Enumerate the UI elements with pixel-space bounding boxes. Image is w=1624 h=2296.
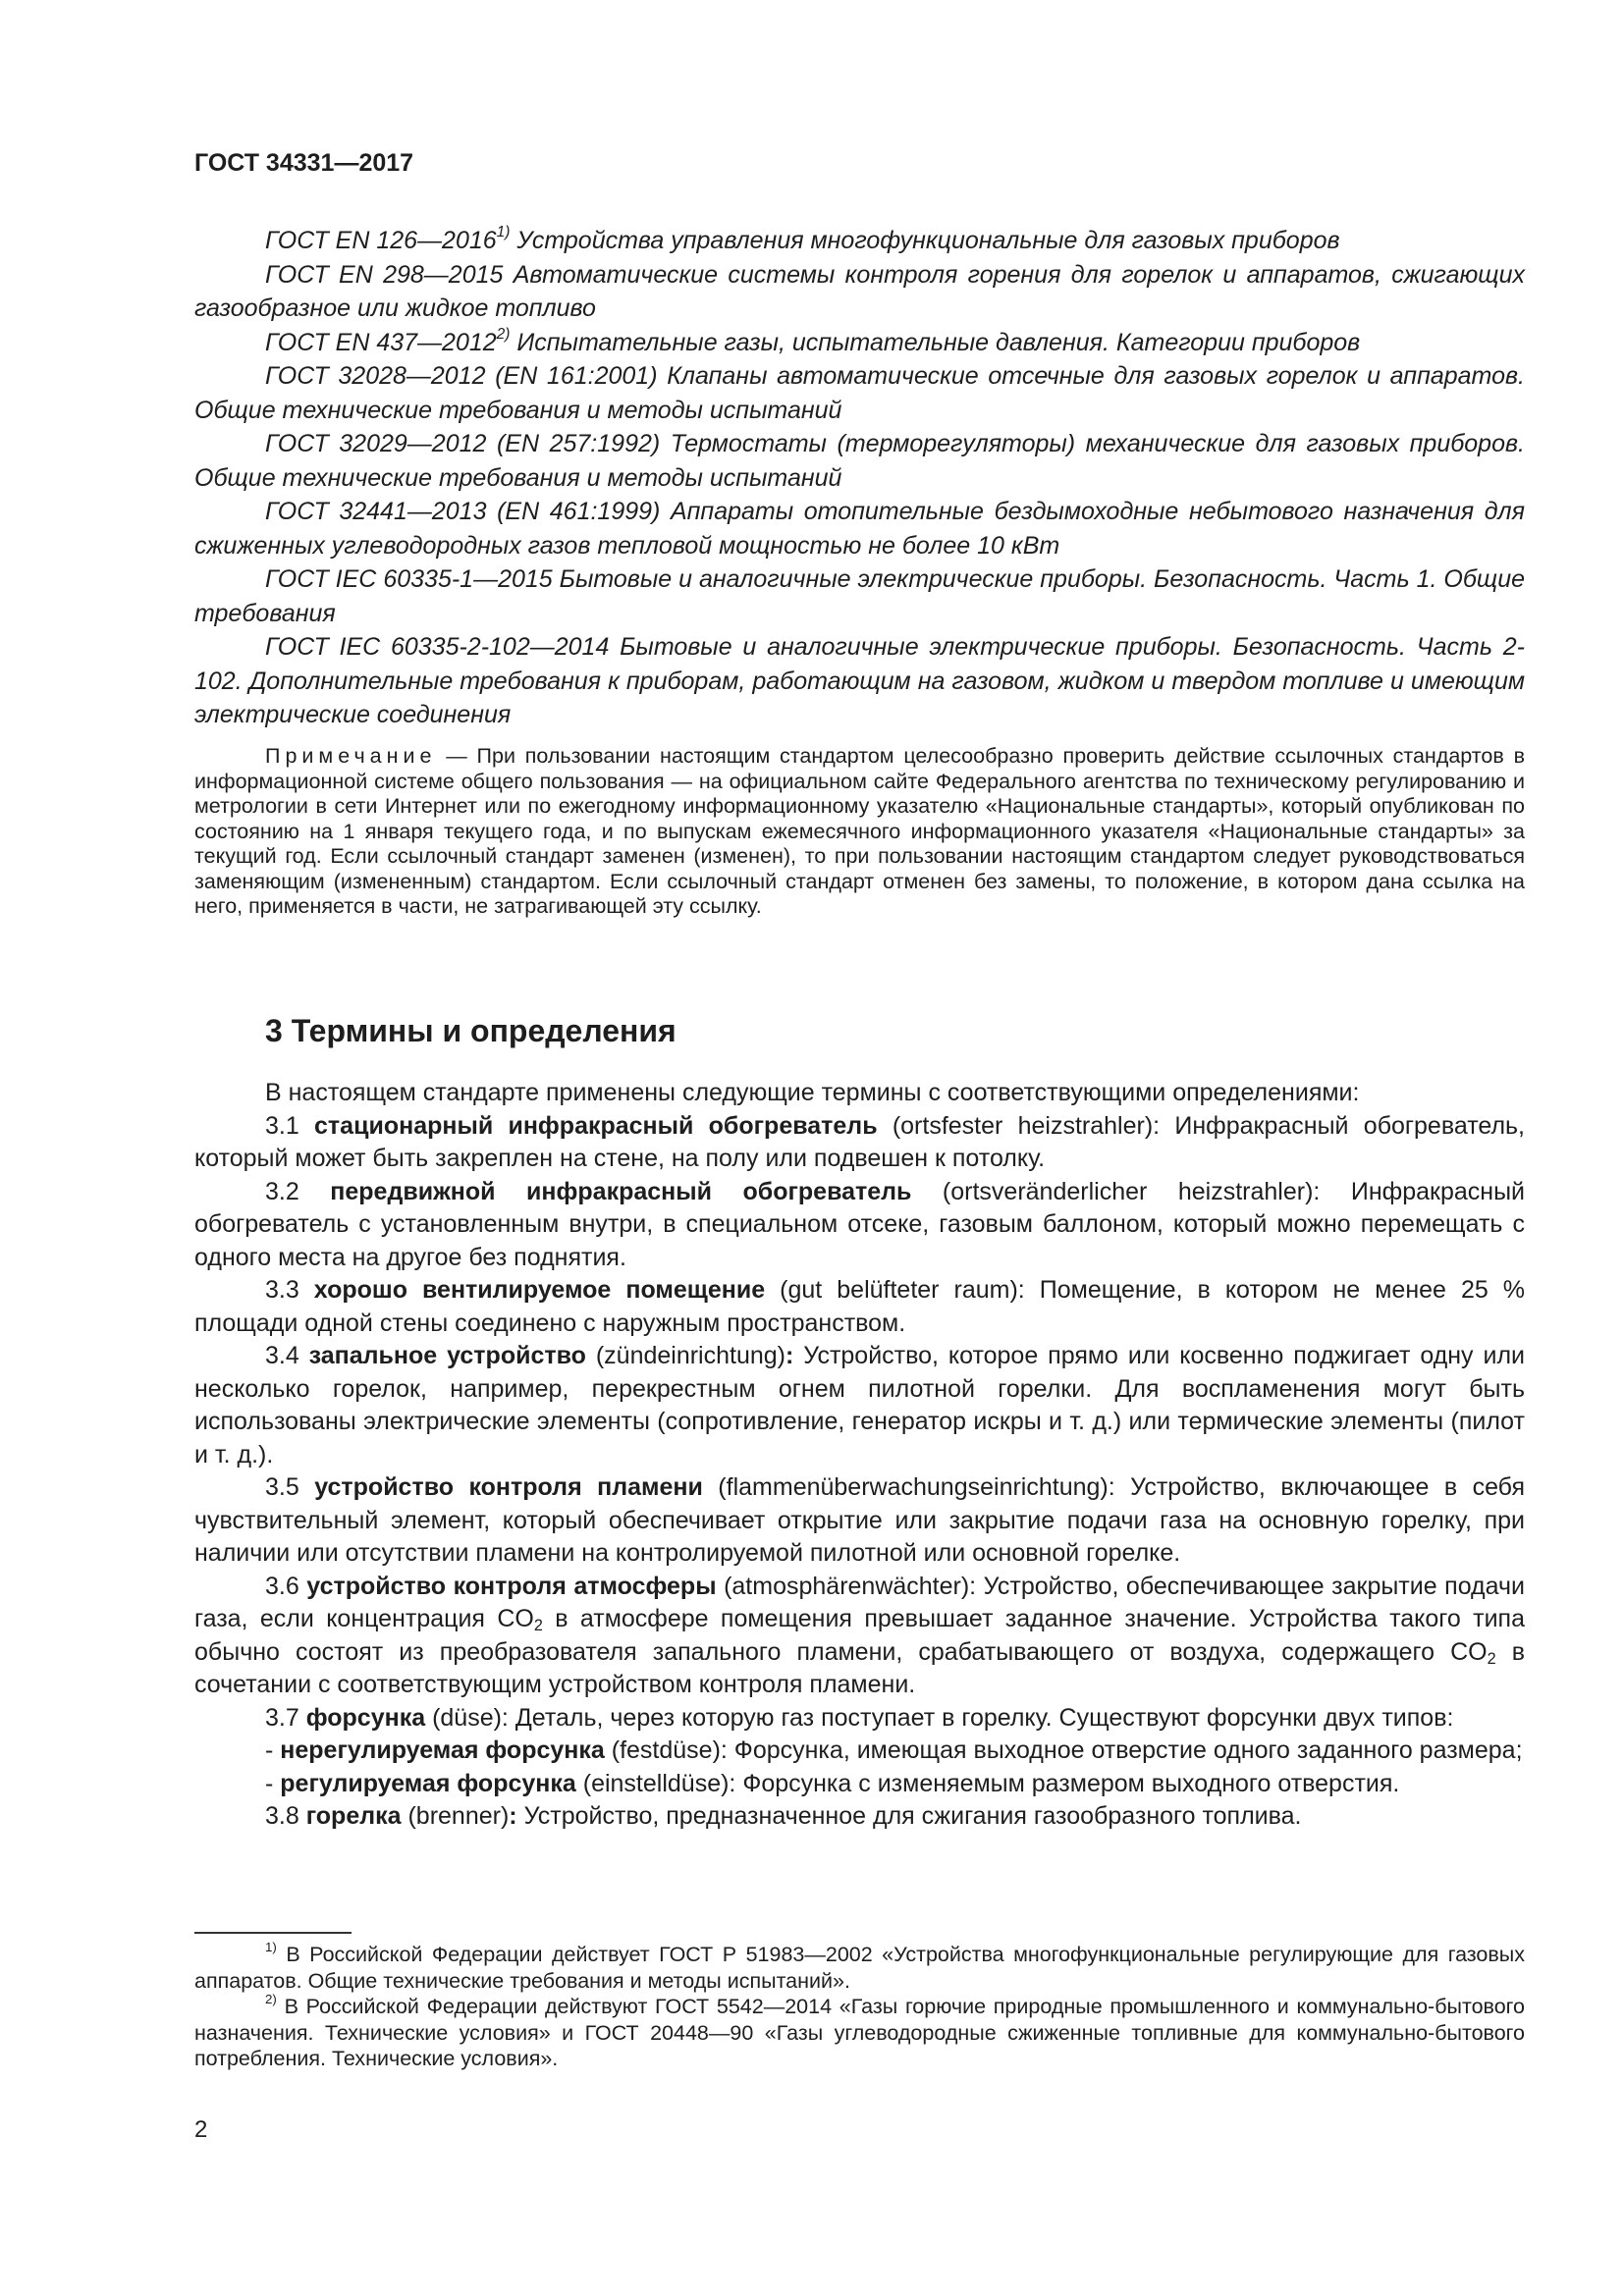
footnote-marker[interactable]: 1) [496, 224, 511, 241]
reference-item: ГОСТ IEC 60335-1—2015 Бытовые и аналогичные электрические приборы. Безопасность. Часть 1. Общие требования [194, 565, 1525, 627]
section-intro: В настоящем стандарте применены следующие термины с соответствующими определениями: [265, 1079, 1360, 1106]
reference-item: ГОСТ EN 126—2016$^{1)}$ Устройства управления многофункциональные для газовых приборов [265, 224, 1340, 254]
term-name: устройство контроля пламени [314, 1473, 703, 1501]
term-subitem: - нерегулируемая форсунка (festdüse): Форсунка, имеющая выходное отверстие одного заданного размера; [265, 1736, 1523, 1764]
term-name: запальное устройство [308, 1342, 586, 1369]
term-name: нерегулируемая форсунка [280, 1736, 605, 1764]
reference-item: ГОСТ 32441—2013 (EN 461:1999) Аппараты отопительные бездымоходные небытового назначения для сжиженных углеводородных газов тепловой мощностью не более 10 кВт [194, 498, 1525, 560]
reference-item: ГОСТ IEC 60335-2-102—2014 Бытовые и аналогичные электрические приборы. Безопасность. Часть 2-102. Дополнительные требования к приборам, работающим на газовом, жидком и твердом топливе и имеющим электрические соединения [194, 633, 1525, 728]
footnote-divider [194, 1932, 352, 1934]
footnote: $^{2)}$ В Российской Федерации действуют ГОСТ 5542—2014 «Газы горючие природные промышленного и коммунально-бытового назначения. Технические условия» и ГОСТ 20448—90 «Газы углеводородные сжиженные топливные для коммунально-бытового потребления. Технические условия». [194, 1991, 1525, 2070]
term-name: хорошо вентилируемое помещение [313, 1276, 766, 1304]
term-name: стационарный инфракрасный обогреватель [314, 1111, 878, 1140]
footnote-marker[interactable]: 2) [496, 325, 511, 343]
reference-item: ГОСТ 32028—2012 (EN 161:2001) Клапаны автоматические отсечные для газовых горелок и аппаратов. Общие технические требования и методы испытаний [194, 362, 1525, 424]
document-header: ГОСТ 34331—2017 [194, 149, 414, 177]
term-definition: 3.5 устройство контроля пламени (flammenüberwachungseinrichtung): Устройство, включающее в себя чувствительный элемент, который обеспечивает открытие или закрытие подачи газа на основную горелку, при наличии или отсутствии пламени на контролируемой пилотной или основной горелке. [194, 1473, 1525, 1567]
footnotes [194, 1939, 1525, 2072]
note-label: Примечание [265, 744, 437, 768]
reference-item: ГОСТ EN 437—2012$^{2)}$ Испытательные газы, испытательные давления. Категории приборов [265, 325, 1361, 356]
term-subitem: - регулируемая форсунка (einstelldüse): Форсунка с изменяемым размером выходного отверстия. [265, 1769, 1400, 1797]
term-name: регулируемая форсунка [280, 1769, 576, 1797]
term-name: форсунка [305, 1703, 426, 1732]
term-name: горелка [305, 1802, 402, 1830]
term-definition: 3.2 передвижной инфракрасный обогреватель (ortsveränderlicher heizstrahler): Инфракрасный обогреватель с установленным внутри, в специальном отсеке, газовым баллоном, который можно перемещать с одного места на другое без поднятия. [194, 1177, 1525, 1271]
term-definition: 3.8 горелка (brenner): Устройство, предназначенное для сжигания газообразного топлива. [265, 1802, 1302, 1830]
terms-section [194, 1077, 1525, 1834]
term-definition: 3.1 стационарный инфракрасный обогреватель (ortsfester heizstrahler): Инфракрасный обогреватель, который может быть закреплен на стене, на полу или подвешен к потолку. [194, 1111, 1525, 1172]
normative-references [194, 224, 1525, 732]
footnote: $^{1)}$ В Российской Федерации действует ГОСТ Р 51983—2002 «Устройства многофункциональные регулирующие для газовых аппаратов. Общие технические требования и методы испытаний». [194, 1939, 1525, 1993]
note-text: — При пользовании настоящим стандартом целесообразно проверить действие ссылочных стандартов в информационной системе общего пользования — на официальном сайте Федерального агентства по техническому регулированию и метрологии в сети Интернет или по ежегодному информационному указателю «Национальные стандарты», который опубликован по состоянию на 1 января текущего года, и по выпускам ежемесячного информационного указателя «Национальные стандарты» за текущий год. Если ссылочный стандарт заменен (изменен), то при пользовании настоящим стандартом следует руководствоваться заменяющим (измененным) стандартом. Если ссылочный стандарт отменен без замены, то положение, в котором дана ссылка на него, применяется в части, не затрагивающей эту ссылку. [194, 744, 1525, 918]
term-definition: 3.3 хорошо вентилируемое помещение (gut belüfteter raum): Помещение, в котором не менее 25 % площади одной стены соединено с наружным пространством. [194, 1276, 1525, 1337]
term-definition: 3.6 устройство контроля атмосферы (atmosphärenwächter): Устройство, обеспечивающее закрытие подачи газа, если концентрация $CO_2$ в атмосфере помещения превышает заданное значение. Устройства такого типа обычно состоят из преобразователя запального пламени, срабатывающего от воздуха, содержащего $CO_2$ в сочетании с соответствующим устройством контроля пламени. [194, 1572, 1526, 1698]
note-paragraph [194, 744, 1525, 920]
term-definition: 3.4 запальное устройство (zündeinrichtung): Устройство, которое прямо или косвенно поджигает одну или несколько горелок, например, перекрестным огнем пилотной горелки. Для воспламенения могут быть использованы электрические элементы (сопротивление, генератор искры и т. д.) или термические элементы (пилот и т. д.). [194, 1342, 1525, 1468]
reference-item: ГОСТ EN 298—2015 Автоматические системы контроля горения для горелок и аппаратов, сжигающих газообразное или жидкое топливо [194, 260, 1525, 322]
page-number: 2 [194, 2116, 208, 2143]
term-name: передвижной инфракрасный обогреватель [330, 1177, 912, 1205]
reference-item: ГОСТ 32029—2012 (EN 257:1992) Термостаты (терморегуляторы) механические для газовых приборов. Общие технические требования и методы испытаний [194, 430, 1525, 492]
section-title: 3 Термины и определения [265, 1013, 677, 1048]
term-name: устройство контроля атмосферы [306, 1572, 717, 1600]
term-definition: 3.7 форсунка (düse): Деталь, через которую газ поступает в горелку. Существуют форсунки двух типов: [265, 1703, 1454, 1732]
